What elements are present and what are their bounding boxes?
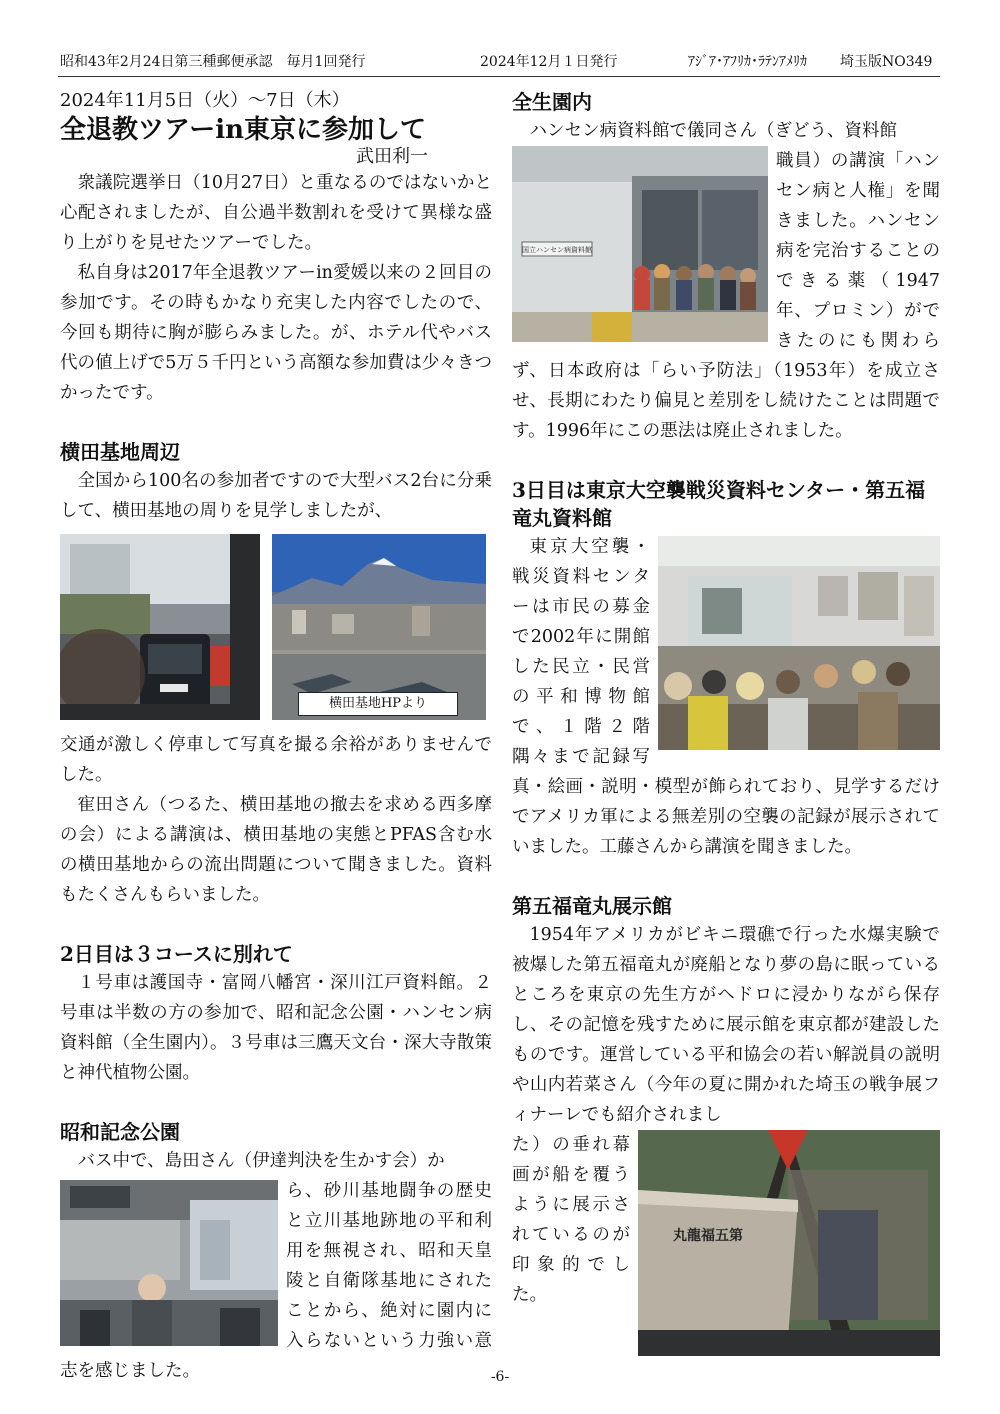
zenshoen-paragraph-rest: 職員）の講演「ハンセン病と人権」を聞きました。ハンセン病を完治することのできる薬（1947年、プロミン）ができたのにも関わらず、日本政府は「らい予防法」（1953年）を成立させ、長期にわたり偏見と差別をし続けたことは問題です。1996年にこの悪法は廃止されました。 xyxy=(512,151,940,441)
showa-heading: 昭和記念公園 xyxy=(60,1120,180,1144)
photo-credit-caption: 横田基地HPより xyxy=(298,692,458,716)
intro-paragraph-2: 私自身は2017年全退教ツアーin愛媛以来の２回目の参加です。その時もかなり充実した内容でしたので、今回も期待に胸が膨らみました。が、ホテル代やバス代の値上げで5万５千円という高額な参加費は少々きつかったです。 xyxy=(60,263,492,403)
yokota-base-photo xyxy=(272,534,486,720)
organization-name: ｱｼﾞｱ･ｱﾌﾘｶ･ﾗﾃﾝｱﾒﾘｶ xyxy=(688,54,807,70)
showa-paragraph-rest: ら、砂川基地闘争の歴史と立川基地跡地の平和利用を無視され、昭和天皇陵と自衛隊基地にされたことから、絶対に園内に入らないという力強い意志を感じました。 xyxy=(60,1181,492,1381)
yokota-paragraph-3: 寉田さん（つるた、横田基地の撤去を求める西多摩の会）による講演は、横田基地の実態とPFAS含む水の横田基地からの流出問題について聞きました。資料もたくさんもらいました。 xyxy=(60,795,492,905)
left-column xyxy=(60,88,492,1386)
issue-date: 2024年12月１日発行 xyxy=(480,54,618,70)
header-rule xyxy=(58,76,940,77)
day3-paragraph: 東京大空襲・戦災資料センターは市民の募金で2002年に開館した民立・民営の平和博物館で、１階２階隅々まで記録写真・絵画・説明・模型が飾られており、見学するだけでアメリカ軍による無差別の空襲の記録が展示されていました。工藤さんから講演を聞きました。 xyxy=(512,537,940,857)
intro-paragraph-1: 衆議院選挙日（10月27日）と重なるのではないかと心配されましたが、自公過半数割れを受けて異様な盛り上がりを見せたツアーでした。 xyxy=(60,173,492,253)
zenshoen-paragraph-top: ハンセン病資料館で儀同さん（ぎどう、資料館 xyxy=(529,121,897,141)
yokota-photo-row xyxy=(60,534,492,722)
bus-lecture-photo xyxy=(60,1180,278,1346)
page-number: -6- xyxy=(490,1369,510,1385)
article-title: 全退教ツアーin東京に参加して xyxy=(60,115,427,145)
edition-number: 埼玉版NO349 xyxy=(840,54,933,70)
fukuryu-heading: 第五福竜丸展示館 xyxy=(512,894,672,918)
day3-heading: 3日目は東京大空襲戦災資料センター・第五福竜丸資料館 xyxy=(512,478,926,530)
showa-paragraph-top: バス中で、島田さん（伊達判決を生かす会）か xyxy=(77,1151,445,1171)
right-column xyxy=(512,88,940,1356)
day2-paragraph: １号車は護国寺・富岡八幡宮・深川江戸資料館。２号車は半数の方の参加で、昭和記念公園・ハンセン病資料館（全生園内）。３号車は三鷹天文台・深大寺散策と神代植物公園。 xyxy=(60,973,492,1083)
page-header xyxy=(60,52,940,72)
article-author: 武田利一 xyxy=(356,146,428,167)
day2-heading: 2日目は３コースに別れて xyxy=(60,942,293,966)
yokota-heading: 横田基地周辺 xyxy=(60,440,180,464)
zenshoen-heading: 全生園内 xyxy=(512,90,592,114)
article-date: 2024年11月5日（火）～7日（木） xyxy=(60,90,350,111)
fukuryu-paragraph-1: 1954年アメリカがビキニ環礁で行った水爆実験で被爆した第五福竜丸が廃船となり夢の島に眠っているところを東京の先生方がヘドロに浸かりながら保存し、その記憶を残すために展示館を東京都が建設したものです。運営している平和協会の若い解説員の説明や山内若菜さん（今年の夏に開かれた埼玉の戦争展フィナーレでも紹介されまし xyxy=(512,925,940,1125)
hansen-museum-photo xyxy=(512,146,768,342)
yokota-paragraph-2: 交通が激しく停車して写真を撮る余裕がありませんでした。 xyxy=(60,735,492,785)
ship-hull-text: 丸龍福五第 xyxy=(673,1228,743,1244)
yokota-paragraph-1: 全国から100名の参加者ですので大型バス2台に分乗して、横田基地の周りを見学しましたが、 xyxy=(60,471,492,521)
air-raid-center-photo xyxy=(658,536,940,750)
lucky-dragon-ship-photo xyxy=(638,1130,940,1356)
museum-sign-text: 国立ハンセン病資料館 xyxy=(522,246,592,254)
fukuryu-paragraph-2: た）の垂れ幕画が船を覆うように展示されているのが印象的でした。 xyxy=(512,1135,630,1305)
bus-window-photo xyxy=(60,534,260,720)
postal-permit: 昭和43年2月24日第三種郵便承認 毎月1回発行 xyxy=(60,54,366,70)
